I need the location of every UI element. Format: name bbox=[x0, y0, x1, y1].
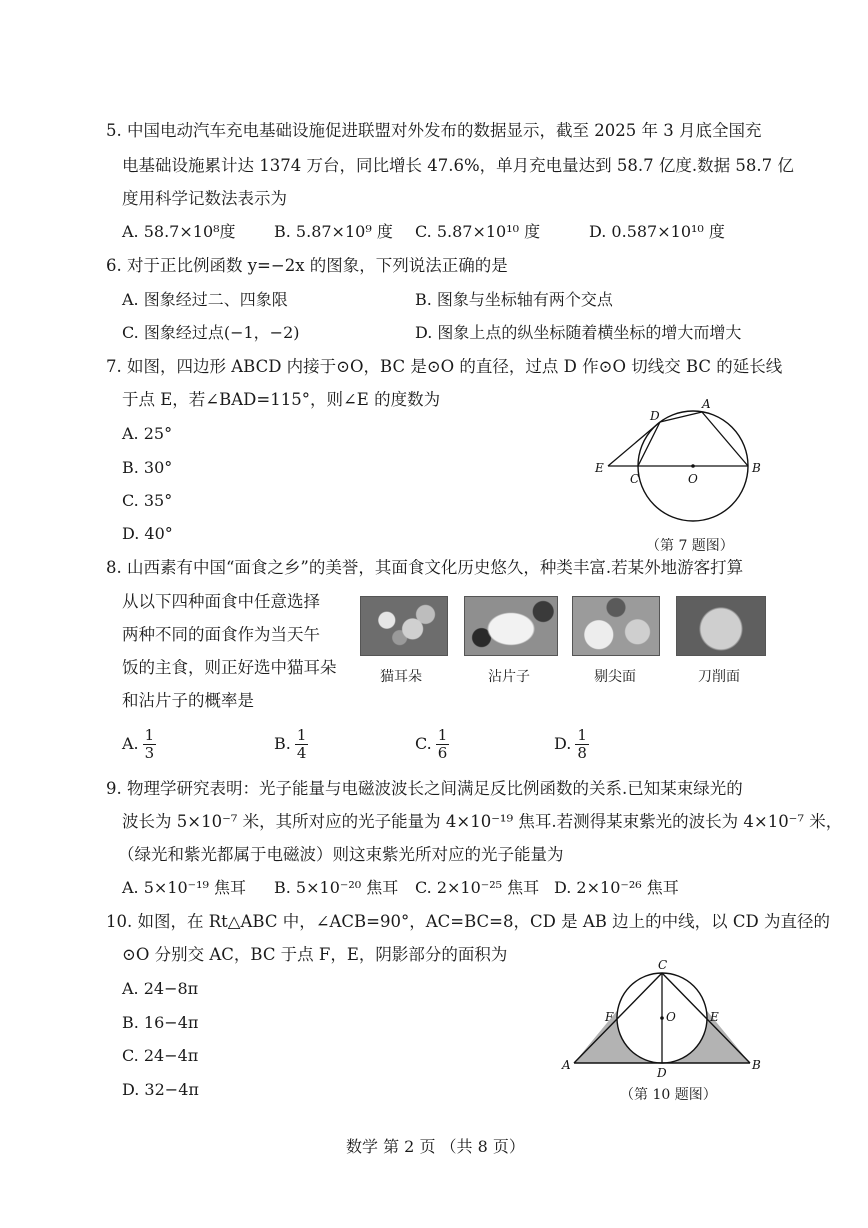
q7-option-c[interactable]: C. 35° bbox=[122, 491, 173, 510]
q10-label-o: O bbox=[666, 1010, 676, 1024]
q9-option-a[interactable]: A. 5×10⁻¹⁹ 焦耳 bbox=[122, 878, 247, 897]
food-label-1: 猫耳朵 bbox=[380, 669, 422, 685]
q8-stem-line1: 8. 山西素有中国“面食之乡”的美誉，其面食文化历史悠久，种类丰富.若某外地游客打算 bbox=[106, 558, 744, 577]
q6-option-d[interactable]: D. 图象上点的纵坐标随着横坐标的增大而增大 bbox=[415, 323, 742, 342]
q5-stem-line1: 5. 中国电动汽车充电基础设施促进联盟对外发布的数据显示，截至 2025 年 3 月底全国充 bbox=[106, 121, 762, 140]
q5-stem-line3: 度用科学记数法表示为 bbox=[122, 189, 287, 208]
q8-option-c-numerator: 1 bbox=[437, 726, 448, 744]
q10-label-f: F bbox=[605, 1010, 614, 1024]
q10-stem-line1: 10. 如图，在 Rt△ABC 中，∠ACB=90°，AC=BC=8，CD 是 AB 边上的中线，以 CD 为直径的 bbox=[106, 912, 830, 931]
q9-stem-line3: （绿光和紫光都属于电磁波）则这束紫光所对应的光子能量为 bbox=[118, 845, 564, 864]
q7-option-b[interactable]: B. 30° bbox=[122, 458, 173, 477]
q8-stem-line5: 和沾片子的概率是 bbox=[122, 691, 254, 710]
q8-option-b-denominator: 4 bbox=[296, 744, 307, 762]
page-footer: 数学 第 2 页 （共 8 页） bbox=[346, 1137, 525, 1156]
q8-option-a-numerator: 1 bbox=[144, 726, 155, 744]
q6-stem: 6. 对于正比例函数 y=−2x 的图象，下列说法正确的是 bbox=[106, 256, 508, 275]
q8-option-b-fraction bbox=[295, 727, 309, 762]
q9-stem-line2: 波长为 5×10⁻⁷ 米，其所对应的光子能量为 4×10⁻¹⁹ 焦耳.若测得某束紫光的波长为 4×10⁻⁷ 米， bbox=[122, 812, 843, 831]
q8-option-c-fraction bbox=[436, 727, 450, 762]
food-label-3: 剔尖面 bbox=[594, 669, 636, 685]
q6-option-a[interactable]: A. 图象经过二、四象限 bbox=[122, 290, 288, 309]
q10-label-a: A bbox=[562, 1058, 571, 1072]
q10-option-c[interactable]: C. 24−4π bbox=[122, 1046, 199, 1065]
food-label-2: 沾片子 bbox=[488, 669, 530, 685]
q8-option-a-fraction bbox=[143, 727, 157, 762]
q7-stem-line2: 于点 E，若∠BAD=115°，则∠E 的度数为 bbox=[122, 390, 441, 409]
q7-tangent-ed bbox=[608, 422, 660, 466]
q7-label-c: C bbox=[630, 472, 640, 486]
q7-label-e: E bbox=[595, 461, 604, 475]
q8-option-a[interactable] bbox=[122, 727, 156, 762]
q8-option-b[interactable] bbox=[274, 727, 308, 762]
q10-option-a[interactable]: A. 24−8π bbox=[122, 979, 199, 998]
q5-stem-line2: 电基础设施累计达 1374 万台，同比增长 47.6%，单月充电量达到 58.7 亿度.数据 58.7 亿 bbox=[122, 156, 794, 175]
q8-option-d-numerator: 1 bbox=[577, 726, 587, 744]
q10-label-b: B bbox=[752, 1058, 761, 1072]
q8-option-d[interactable] bbox=[554, 727, 589, 762]
q9-option-b[interactable]: B. 5×10⁻²⁰ 焦耳 bbox=[274, 878, 399, 897]
q8-option-a-denominator: 3 bbox=[144, 744, 155, 762]
q8-stem-line4: 饭的主食，则正好选中猫耳朵 bbox=[122, 658, 337, 677]
q7-option-a[interactable]: A. 25° bbox=[122, 424, 173, 443]
q8-option-c-denominator: 6 bbox=[437, 744, 448, 762]
q8-option-c[interactable] bbox=[415, 727, 449, 762]
q10-center-dot bbox=[660, 1016, 664, 1020]
q8-option-d-label: D. bbox=[554, 734, 572, 753]
q10-option-b[interactable]: B. 16−4π bbox=[122, 1013, 199, 1032]
q7-label-b: B bbox=[752, 461, 761, 475]
q8-stem-line3: 两种不同的面食作为当天午 bbox=[122, 625, 320, 644]
q10-label-d: D bbox=[657, 1066, 667, 1077]
q9-option-c[interactable]: C. 2×10⁻²⁵ 焦耳 bbox=[415, 878, 540, 897]
q7-option-d[interactable]: D. 40° bbox=[122, 524, 173, 543]
q7-chord-cd bbox=[638, 422, 660, 466]
food-photo-zhanpianzi bbox=[464, 596, 558, 656]
q6-option-c[interactable]: C. 图象经过点(−1，−2) bbox=[122, 323, 300, 342]
q6-option-b[interactable]: B. 图象与坐标轴有两个交点 bbox=[415, 290, 613, 309]
food-photo-maoerduo bbox=[360, 596, 448, 656]
q7-stem-line1: 7. 如图，四边形 ABCD 内接于⊙O，BC 是⊙O 的直径，过点 D 作⊙O 切线交 BC 的延长线 bbox=[106, 357, 783, 376]
q7-label-d: D bbox=[650, 409, 660, 423]
q8-option-b-numerator: 1 bbox=[296, 726, 307, 744]
q7-label-a: A bbox=[702, 397, 711, 411]
q9-option-d[interactable]: D. 2×10⁻²⁶ 焦耳 bbox=[554, 878, 679, 897]
q10-figure bbox=[558, 955, 768, 1077]
q5-option-d[interactable]: D. 0.587×10¹⁰ 度 bbox=[589, 222, 725, 241]
q5-option-b[interactable]: B. 5.87×10⁹ 度 bbox=[274, 222, 393, 241]
q8-option-c-label: C. bbox=[415, 734, 432, 753]
q10-stem-line2: ⊙O 分别交 AC，BC 于点 F，E，阴影部分的面积为 bbox=[122, 945, 508, 964]
q7-center-dot bbox=[691, 464, 695, 468]
q5-option-a[interactable]: A. 58.7×10⁸度 bbox=[122, 222, 236, 241]
q5-option-c[interactable]: C. 5.87×10¹⁰ 度 bbox=[415, 222, 541, 241]
q10-option-d[interactable]: D. 32−4π bbox=[122, 1080, 199, 1099]
q8-stem-line2: 从以下四种面食中任意选择 bbox=[122, 592, 320, 611]
q7-chord-da bbox=[660, 412, 702, 422]
q8-option-d-denominator: 8 bbox=[577, 744, 587, 762]
food-photo-tijianmian bbox=[572, 596, 660, 656]
food-label-4: 刀削面 bbox=[698, 669, 740, 685]
q8-option-d-fraction bbox=[575, 727, 589, 762]
food-photo-daoxiaomian bbox=[676, 596, 766, 656]
q9-stem-line1: 9. 物理学研究表明：光子能量与电磁波波长之间满足反比例函数的关系.已知某束绿光的 bbox=[106, 779, 743, 798]
q7-label-o: O bbox=[688, 472, 698, 486]
q7-figure bbox=[590, 392, 770, 527]
q10-figure-caption: （第 10 题图） bbox=[620, 1087, 717, 1103]
q10-label-e: E bbox=[710, 1010, 719, 1024]
q7-figure-caption: （第 7 题图） bbox=[646, 538, 734, 554]
q8-option-b-label: B. bbox=[274, 734, 291, 753]
q10-label-c: C bbox=[658, 958, 668, 972]
q8-option-a-label: A. bbox=[122, 734, 139, 753]
